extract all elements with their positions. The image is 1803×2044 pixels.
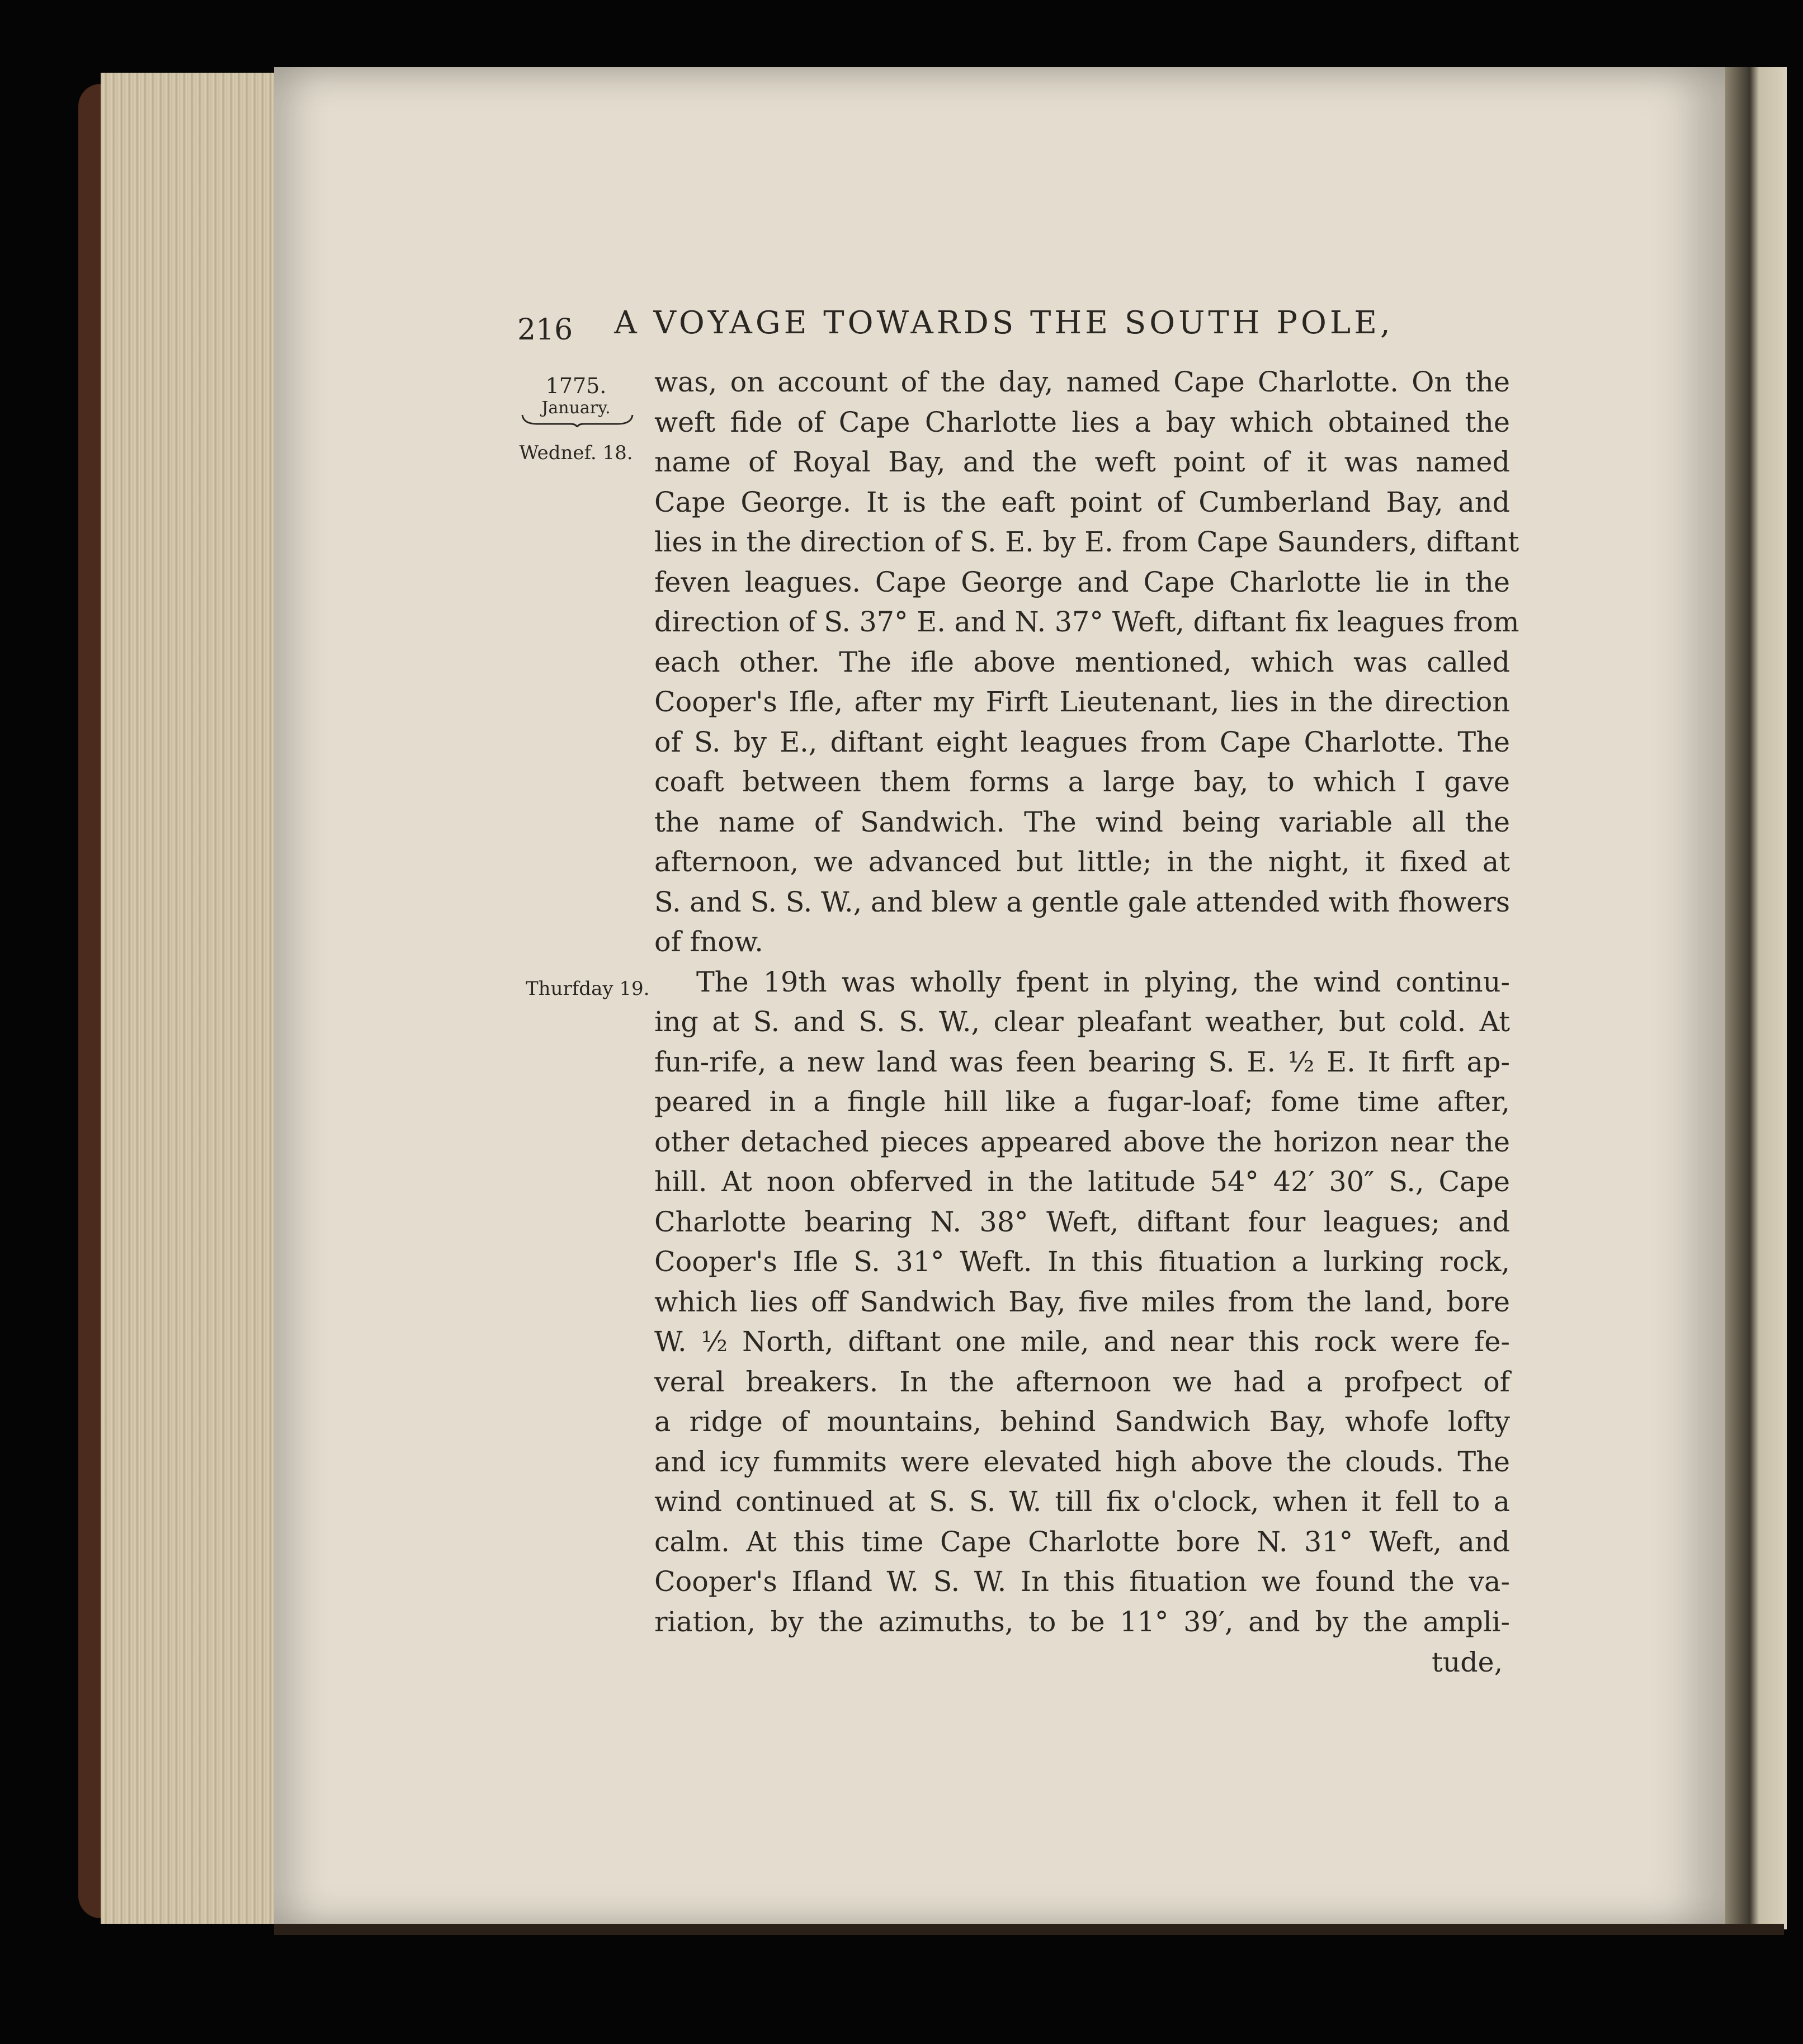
text-line: of fnow.: [654, 926, 763, 958]
margin-month: January.: [541, 398, 611, 418]
margin-brace: [520, 413, 635, 427]
text-line: the name of Sandwich. The wind being variable all the: [654, 805, 1510, 838]
book-bottom-edge: [274, 1924, 1784, 1935]
text-line: name of Royal Bay, and the weft point of it was named: [654, 446, 1510, 478]
text-line: veral breakers. In the afternoon we had a profpect of: [654, 1365, 1510, 1398]
margin-date-wednesday: Wednef. 18.: [519, 442, 633, 464]
text-line: a ridge of mountains, behind Sandwich Bay, whofe lofty: [654, 1405, 1510, 1438]
text-line: wind continued at S. S. W. till fix o'clock, when it fell to a: [654, 1485, 1510, 1518]
text-line: Cape George. It is the eaft point of Cumberland Bay, and: [654, 485, 1510, 518]
text-line: coaft between them forms a large bay, to which I gave: [654, 766, 1510, 798]
text-line: weft fide of Cape Charlotte lies a bay which obtained the: [654, 405, 1510, 438]
paragraph-1: [654, 362, 1519, 962]
text-line: S. and S. S. W., and blew a gentle gale attended with fhowers: [654, 885, 1510, 918]
text-line: The 19th was wholly fpent in plying, the wind continu-: [696, 965, 1510, 998]
text-line: peared in a fingle hill like a fugar-loaf; fome time after,: [654, 1085, 1510, 1118]
running-title: A VOYAGE TOWARDS THE SOUTH POLE,: [614, 305, 1394, 341]
text-line: was, on account of the day, named Cape Charlotte. On the: [654, 366, 1510, 398]
margin-year: 1775.: [545, 374, 607, 398]
page-number: 216: [517, 313, 573, 347]
text-line: fun-rife, a new land was feen bearing S. E. ½ E. It firft ap-: [654, 1045, 1510, 1078]
text-line: feven leagues. Cape George and Cape Charlotte lie in the: [654, 565, 1510, 598]
text-line: hill. At noon obferved in the latitude 54° 42′ 30″ S., Cape: [654, 1165, 1510, 1198]
text-line: direction of S. 37° E. and N. 37° Weft, diftant fix leagues from: [654, 606, 1519, 638]
text-line: afternoon, we advanced but little; in the night, it fixed at: [654, 846, 1510, 878]
margin-date-thursday: Thurfday 19.: [526, 978, 650, 1000]
text-line: Cooper's Ifle, after my Firft Lieutenant, lies in the direction: [654, 686, 1510, 718]
text-line: which lies off Sandwich Bay, five miles from the land, bore: [654, 1285, 1510, 1318]
text-line: of S. by E., diftant eight leagues from Cape Charlotte. The: [654, 725, 1510, 758]
text-line: calm. At this time Cape Charlotte bore N. 31° Weft, and: [654, 1525, 1510, 1558]
text-line: Cooper's Ifland W. S. W. In this fituation we found the va-: [654, 1565, 1510, 1598]
text-line: ing at S. and S. S. W., clear pleafant weather, but cold. At: [654, 1006, 1510, 1038]
book-gutter: [1725, 67, 1787, 1929]
text-line: lies in the direction of S. E. by E. from Cape Saunders, diftant: [654, 526, 1519, 558]
text-line: Charlotte bearing N. 38° Weft, diftant four leagues; and: [654, 1205, 1510, 1238]
catchword: tude,: [1432, 1646, 1503, 1678]
text-line: W. ½ North, diftant one mile, and near this rock were fe-: [654, 1325, 1510, 1358]
text-line: Cooper's Ifle S. 31° Weft. In this fituation a lurking rock,: [654, 1245, 1510, 1278]
text-line: other detached pieces appeared above the horizon near the: [654, 1125, 1510, 1158]
body-text: [654, 362, 1519, 1642]
text-line: riation, by the azimuths, to be 11° 39′, and by the ampli-: [654, 1605, 1510, 1638]
text-line: and icy fummits were elevated high above the clouds. The: [654, 1445, 1510, 1478]
paragraph-2: [654, 962, 1510, 1642]
page-edges: [101, 73, 285, 1924]
text-line: each other. The ifle above mentioned, which was called: [654, 645, 1510, 678]
